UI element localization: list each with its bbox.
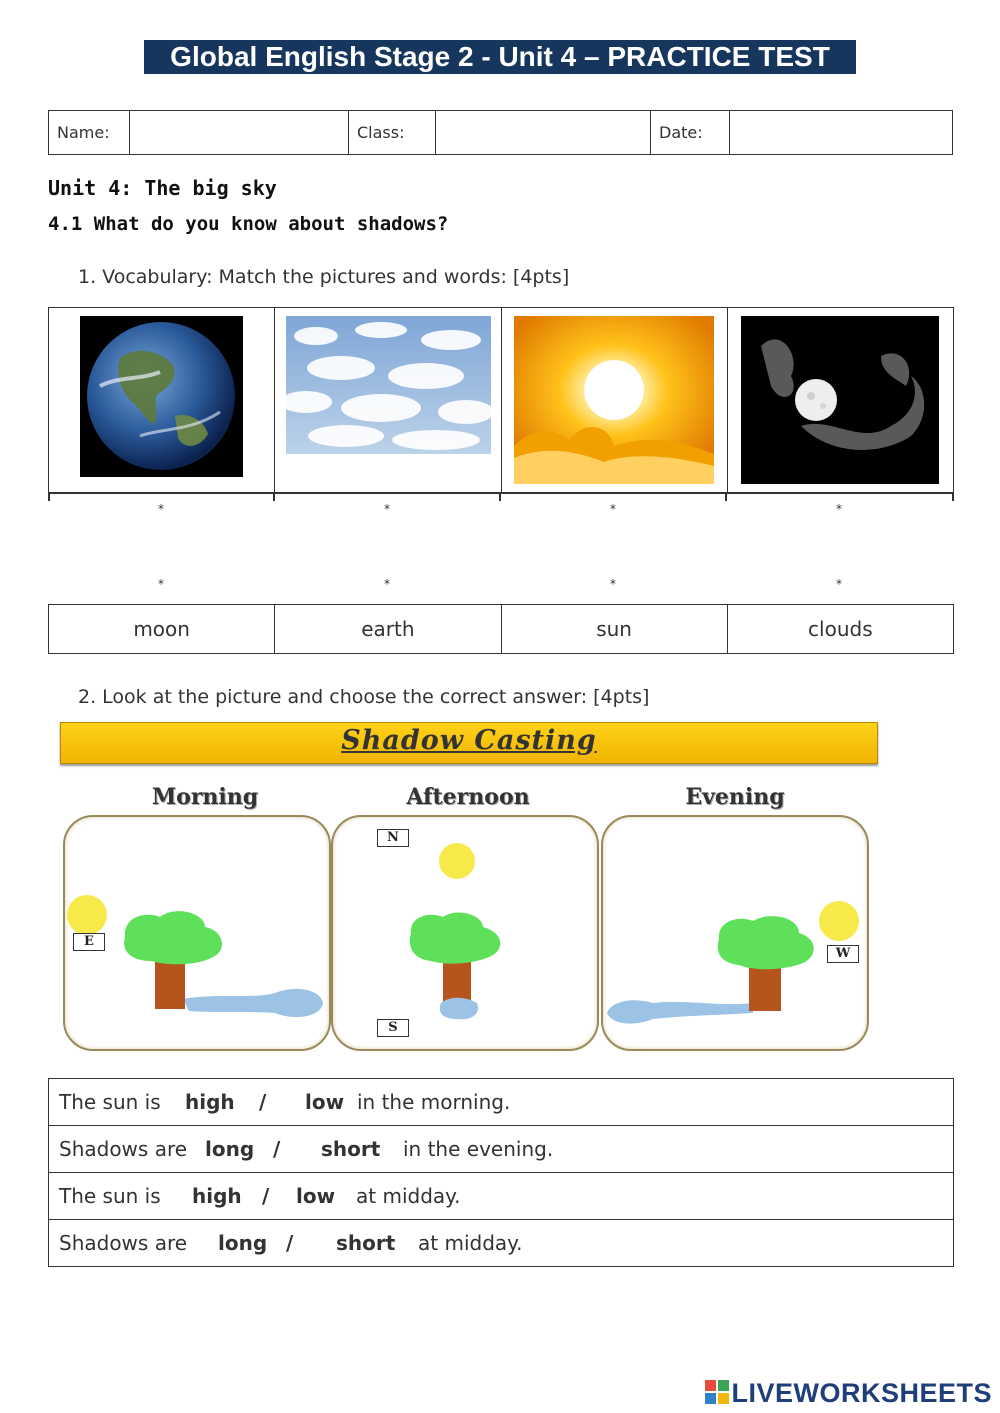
question-1-option-low[interactable]: low <box>305 1090 345 1114</box>
picture-cell-1 <box>49 308 275 495</box>
sun-icon <box>819 901 859 941</box>
lesson-title: 4.1 What do you know about shadows? <box>48 213 449 235</box>
word-row <box>48 604 954 654</box>
question-3-start: The sun is <box>59 1184 161 1208</box>
name-field[interactable] <box>130 111 349 155</box>
question-3-option-high[interactable]: high <box>192 1184 242 1208</box>
compass-south: S <box>377 1019 409 1037</box>
match-dot-top-3[interactable]: * <box>610 502 616 516</box>
name-label: Name: <box>49 111 130 155</box>
match-dot-bottom-4[interactable]: * <box>836 577 842 591</box>
tree-top <box>124 911 222 964</box>
question-2-end: in the evening. <box>403 1137 554 1161</box>
exercise2-instruction: 2. Look at the picture and choose the correct answer: [4pts] <box>78 686 650 708</box>
panel-label-evening: Evening <box>685 784 785 810</box>
match-dot-top-1[interactable]: * <box>158 502 164 516</box>
sun-icon <box>439 843 475 879</box>
shadow-shape <box>607 1000 753 1023</box>
question-4-end: at midday. <box>418 1231 523 1255</box>
question-4-start: Shadows are <box>59 1231 188 1255</box>
divider <box>273 493 275 501</box>
picture-cell-3 <box>501 308 727 495</box>
tree-trunk <box>749 963 781 1011</box>
class-field[interactable] <box>436 111 651 155</box>
shadow-shape <box>440 998 478 1020</box>
shadow-shape <box>183 989 323 1017</box>
divider <box>952 493 954 501</box>
question-3-separator: / <box>262 1184 270 1208</box>
question-3-end: at midday. <box>356 1184 461 1208</box>
unit-title: Unit 4: The big sky <box>48 176 277 200</box>
question-row <box>49 1126 954 1173</box>
tree-top <box>718 916 814 969</box>
match-dot-bottom-3[interactable]: * <box>610 577 616 591</box>
compass-east: E <box>73 933 105 951</box>
question-1-start: The sun is <box>59 1090 161 1114</box>
morning-panel <box>63 815 331 1051</box>
class-label: Class: <box>349 111 436 155</box>
question-2-start: Shadows are <box>59 1137 188 1161</box>
picture-cell-4 <box>727 308 953 495</box>
afternoon-scene <box>333 817 597 1049</box>
shadow-casting-banner <box>60 722 878 764</box>
match-dot-bottom-1[interactable]: * <box>158 577 164 591</box>
date-label: Date: <box>651 111 730 155</box>
question-row <box>49 1079 954 1126</box>
question-1-separator: / <box>259 1090 267 1114</box>
tree-trunk <box>155 957 185 1009</box>
match-dot-top-2[interactable]: * <box>384 502 390 516</box>
question-2-option-long[interactable]: long <box>205 1137 255 1161</box>
word-earth: earth <box>275 605 501 654</box>
question-row <box>49 1220 954 1267</box>
compass-west: W <box>827 945 859 963</box>
panel-label-morning: Morning <box>151 784 259 810</box>
evening-scene <box>603 817 867 1049</box>
divider <box>499 493 501 501</box>
liveworksheets-logo[interactable] <box>705 1376 992 1410</box>
picture-row-bottom-line <box>48 492 954 494</box>
questions-table <box>48 1078 954 1267</box>
question-4-separator: / <box>286 1231 294 1255</box>
logo-text: LIVEWORKSHEETS <box>731 1377 992 1408</box>
compass-north: N <box>377 829 409 847</box>
tree-top <box>410 912 501 963</box>
picture-row <box>48 307 954 494</box>
question-3-option-low[interactable]: low <box>296 1184 336 1208</box>
clouds-picture <box>286 316 491 454</box>
question-1-end: in the morning. <box>357 1090 511 1114</box>
question-4-option-short[interactable]: short <box>336 1231 396 1255</box>
question-2-option-short[interactable]: short <box>321 1137 381 1161</box>
word-sun: sun <box>501 605 727 654</box>
liveworksheets-icon <box>705 1380 729 1406</box>
sun-picture <box>514 316 714 484</box>
afternoon-panel <box>331 815 599 1051</box>
word-moon: moon <box>49 605 275 654</box>
question-row <box>49 1173 954 1220</box>
banner-title: Shadow Casting <box>341 725 597 756</box>
exercise1-instruction: 1. Vocabulary: Match the pictures and words: [4pts] <box>78 266 570 288</box>
match-dot-top-4[interactable]: * <box>836 502 842 516</box>
document-title: Global English Stage 2 - Unit 4 – PRACTICE TEST <box>144 40 856 74</box>
question-4-option-long[interactable]: long <box>218 1231 268 1255</box>
question-1-option-high[interactable]: high <box>185 1090 235 1114</box>
earth-picture <box>80 316 243 477</box>
divider <box>725 493 727 501</box>
match-dot-bottom-2[interactable]: * <box>384 577 390 591</box>
student-info-table <box>48 110 953 155</box>
panel-label-afternoon: Afternoon <box>406 784 530 810</box>
word-clouds: clouds <box>727 605 953 654</box>
sun-icon <box>67 895 107 935</box>
evening-panel <box>601 815 869 1051</box>
picture-cell-2 <box>275 308 501 495</box>
divider <box>48 493 50 501</box>
date-field[interactable] <box>730 111 953 155</box>
question-2-separator: / <box>273 1137 281 1161</box>
moon-picture <box>741 316 939 484</box>
